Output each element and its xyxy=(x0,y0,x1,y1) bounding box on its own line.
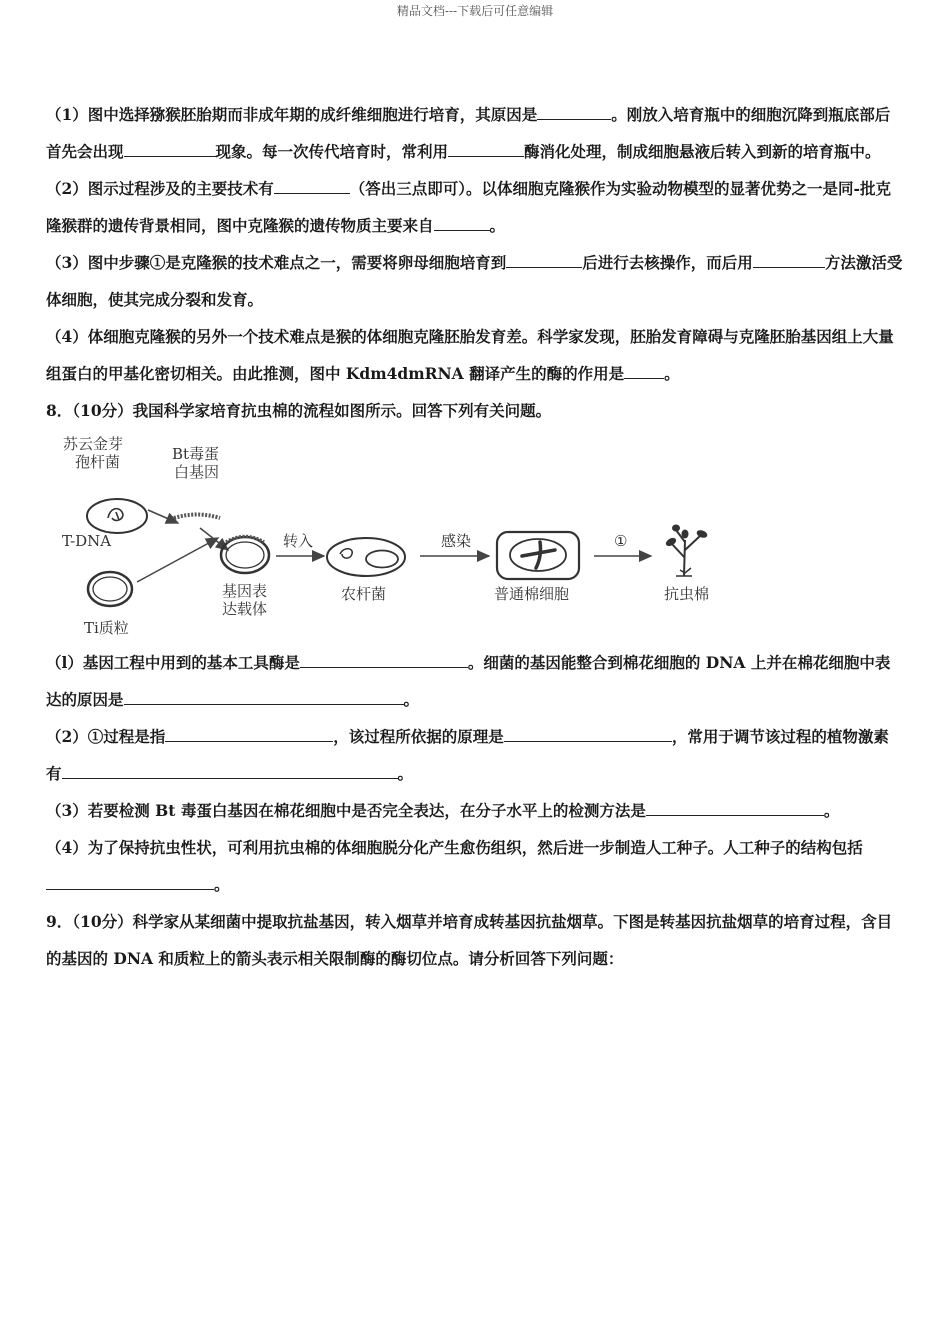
answer-blank[interactable] xyxy=(124,688,404,705)
q7-part3: （3）图中步骤①是克隆猴的技术难点之一，需要将卵母细胞培育到 后进行去核操作，而后用 方法激活受体细胞，使其完成分裂和发育。 xyxy=(46,253,903,309)
q7-part2: （2）图示过程涉及的主要技术有 （答出三点即可）。以体细胞克隆猴作为实验动物模型的显著优势之一是同-批克隆猴群的遗传背景相同，图中克隆猴的遗传物质主要来自 。 xyxy=(46,179,891,235)
label-agrobacterium: 农杆菌 xyxy=(341,585,387,603)
diagram-drawing xyxy=(52,432,752,632)
label-ti-plasmid: Ti质粒 xyxy=(84,619,129,637)
label-bacillus: 苏云金芽 xyxy=(63,435,124,453)
question-content xyxy=(46,96,904,977)
cotton-plant-icon xyxy=(665,525,708,576)
page-header: 精品文档---下载后可任意编辑 xyxy=(396,4,554,18)
bacillus-cell xyxy=(87,499,147,533)
answer-blank[interactable] xyxy=(646,799,824,816)
answer-blank[interactable] xyxy=(300,651,468,668)
answer-blank[interactable] xyxy=(434,214,490,231)
ti-plasmid xyxy=(88,572,132,606)
label-step-1: ① xyxy=(614,532,628,550)
q8-part3: （3）若要检测 Bt 毒蛋白基因在棉花细胞中是否完全表达，在分子水平上的检测方法是 。 xyxy=(46,801,840,820)
q7-part4: （4）体细胞克隆猴的另外一个技术难点是猴的体细胞克隆胚胎发育差。科学家发现，胚胎发育障碍与克隆胚胎基因组上大量组蛋白的甲基化密切相关。由此推测，图中 Kdm4dmRNA 翻译产生的酶的作用是 。 xyxy=(46,327,894,383)
label-bacillus-2: 孢杆菌 xyxy=(75,453,121,471)
answer-blank[interactable] xyxy=(506,251,582,268)
answer-blank[interactable] xyxy=(124,140,216,157)
answer-blank[interactable] xyxy=(753,251,825,268)
cotton-cell xyxy=(497,532,579,579)
answer-blank[interactable] xyxy=(46,873,214,890)
q8-intro: 8．（10分）我国科学家培育抗虫棉的流程如图所示。回答下列有关问题。 xyxy=(46,401,552,420)
bt-gene-fragment xyxy=(174,515,220,519)
cotton-breeding-diagram xyxy=(52,432,752,637)
answer-blank[interactable] xyxy=(274,177,350,194)
q9-intro: 9．（10分）科学家从某细菌中提取抗盐基因，转入烟草并培育成转基因抗盐烟草。下图是转基因抗盐烟草的培育过程，含目的基因的 DNA 和质粒上的箭头表示相关限制酶的酶切位点。请分析回答下列问题： xyxy=(46,912,893,968)
answer-blank[interactable] xyxy=(537,103,611,120)
label-tdna: T-DNA xyxy=(62,532,112,550)
answer-blank[interactable] xyxy=(504,725,672,742)
label-bt-gene: Bt毒蛋 xyxy=(172,445,220,463)
label-vector: 基因表 xyxy=(222,582,268,600)
label-resistant-cotton: 抗虫棉 xyxy=(664,585,710,603)
answer-blank[interactable] xyxy=(165,725,333,742)
label-infect: 感染 xyxy=(441,532,472,550)
label-vector-2: 达载体 xyxy=(222,600,268,618)
q8-part1: （l）基因工程中用到的基本工具酶是 。细菌的基因能整合到棉花细胞的 DNA 上并在棉花细胞中表达的原因是 。 xyxy=(46,653,891,709)
answer-blank[interactable] xyxy=(624,362,664,379)
q8-part2: （2）①过程是指 ，该过程所依据的原理是 ，常用于调节该过程的植物激素有 。 xyxy=(46,727,889,783)
label-transfer: 转入 xyxy=(283,532,314,550)
q7-part1: （1）图中选择猕猴胚胎期而非成年期的成纤维细胞进行培育，其原因是 。刚放入培育瓶中的细胞沉降到瓶底部后首先会出现 现象。每一次传代培育时，常利用 酶消化处理，制成细胞悬液后转入到新的培育瓶中。 xyxy=(46,105,891,161)
label-bt-gene-2: 白基因 xyxy=(174,463,220,481)
expression-vector xyxy=(221,537,269,574)
agrobacterium-cell xyxy=(327,538,405,576)
answer-blank[interactable] xyxy=(448,140,524,157)
q8-part4: （4）为了保持抗虫性状，可利用抗虫棉的体细胞脱分化产生愈伤组织，然后进一步制造人工种子。人工种子的结构包括。 xyxy=(46,838,863,894)
label-cotton-cell: 普通棉细胞 xyxy=(494,585,570,603)
answer-blank[interactable] xyxy=(62,762,398,779)
